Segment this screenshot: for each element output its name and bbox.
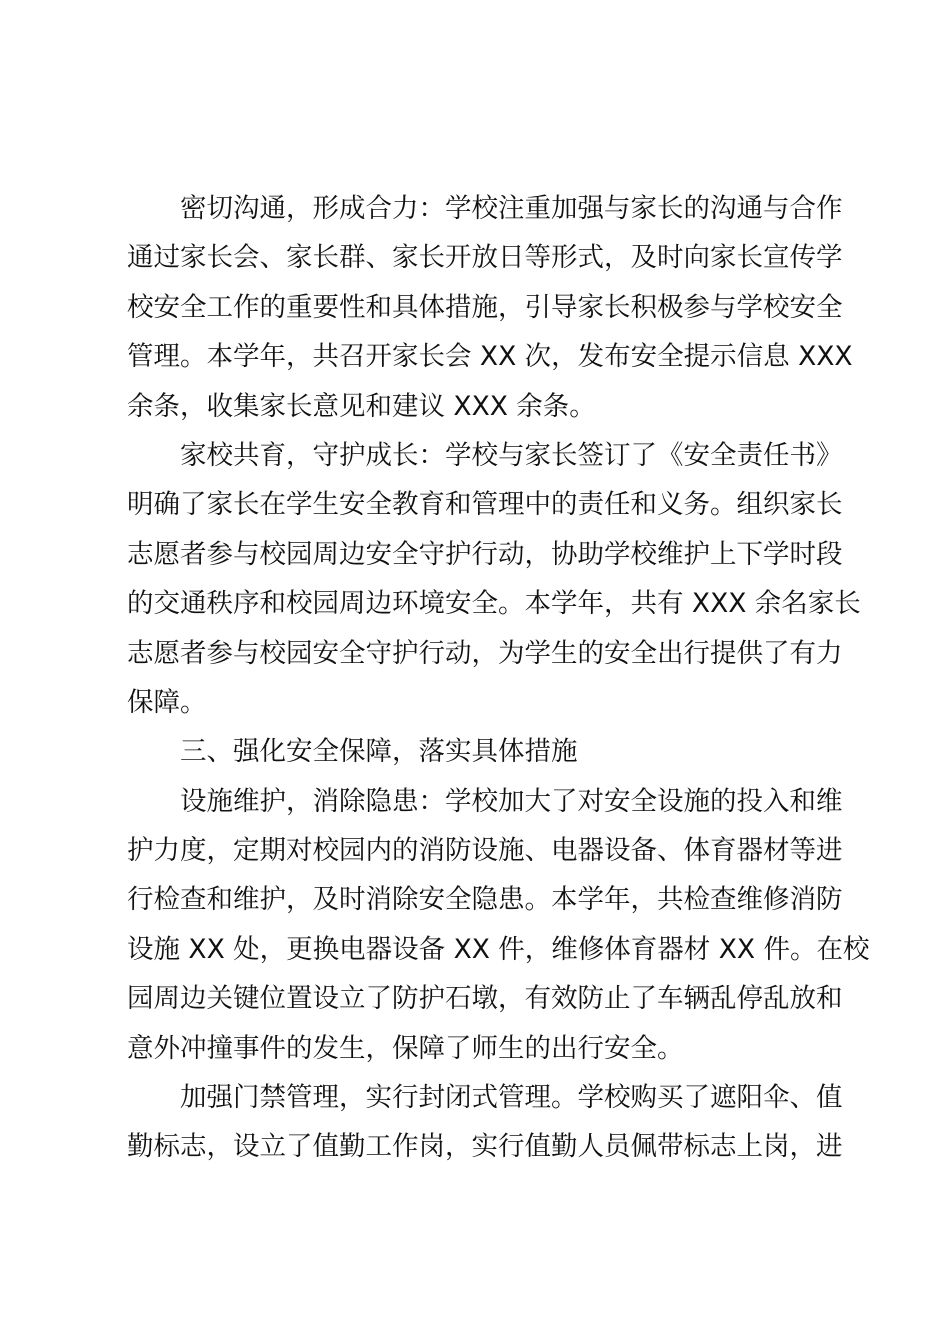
text-line: 志愿者参与校园安全守护行动，为学生的安全出行提供了有力 (127, 637, 843, 669)
text-line: 志愿者参与校园周边安全守护行动，协助学校维护上下学时段 (127, 538, 843, 570)
paragraph-access-control (127, 1073, 843, 1172)
text-line: 管理。本学年，共召开家长会 XX 次，发布安全提示信息 XXX (127, 341, 853, 373)
text-line: 意外冲撞事件的发生，保障了师生的出行安全。 (127, 1032, 684, 1064)
text-line: 密切沟通，形成合力：学校注重加强与家长的沟通与合作 (180, 193, 843, 224)
text-line: 通过家长会、家长群、家长开放日等形式，及时向家长宣传学 (127, 242, 843, 274)
text-line: 家校共育，守护成长：学校与家长签订了《安全责任书》 (180, 439, 843, 471)
paragraph-home-school-cooperation (127, 431, 861, 727)
text-line: 的交通秩序和校园周边环境安全。本学年，共有 XXX 余名家长 (127, 588, 861, 620)
section-heading (127, 727, 831, 776)
text-line: 设施维护，消除隐患：学校加大了对安全设施的投入和维 (180, 785, 843, 817)
text-line: 勤标志，设立了值勤工作岗，实行值勤人员佩带标志上岗，进 (127, 1131, 843, 1163)
heading-text: 三、强化安全保障，落实具体措施 (180, 736, 578, 768)
text-line: 加强门禁管理，实行封闭式管理。学校购买了遮阳伞、值 (180, 1082, 843, 1114)
text-line: 园周边关键位置设立了防护石墩，有效防止了车辆乱停乱放和 (127, 983, 843, 1015)
paragraph-parent-communication (127, 184, 853, 431)
text-line: 余条，收集家长意见和建议 XXX 余条。 (127, 390, 596, 422)
text-line: 护力度，定期对校园内的消防设施、电器设备、体育器材等进 (127, 835, 843, 867)
document-body (127, 184, 870, 1172)
text-line: 设施 XX 处，更换电器设备 XX 件，维修体育器材 XX 件。在校 (127, 933, 870, 965)
text-line: 校安全工作的重要性和具体措施，引导家长积极参与学校安全 (127, 291, 843, 323)
text-line: 行检查和维护，及时消除安全隐患。本学年，共检查维修消防 (127, 884, 843, 916)
text-line: 保障。 (127, 686, 207, 718)
text-line: 明确了家长在学生安全教育和管理中的责任和义务。组织家长 (127, 489, 843, 521)
paragraph-facility-maintenance (127, 777, 870, 1073)
